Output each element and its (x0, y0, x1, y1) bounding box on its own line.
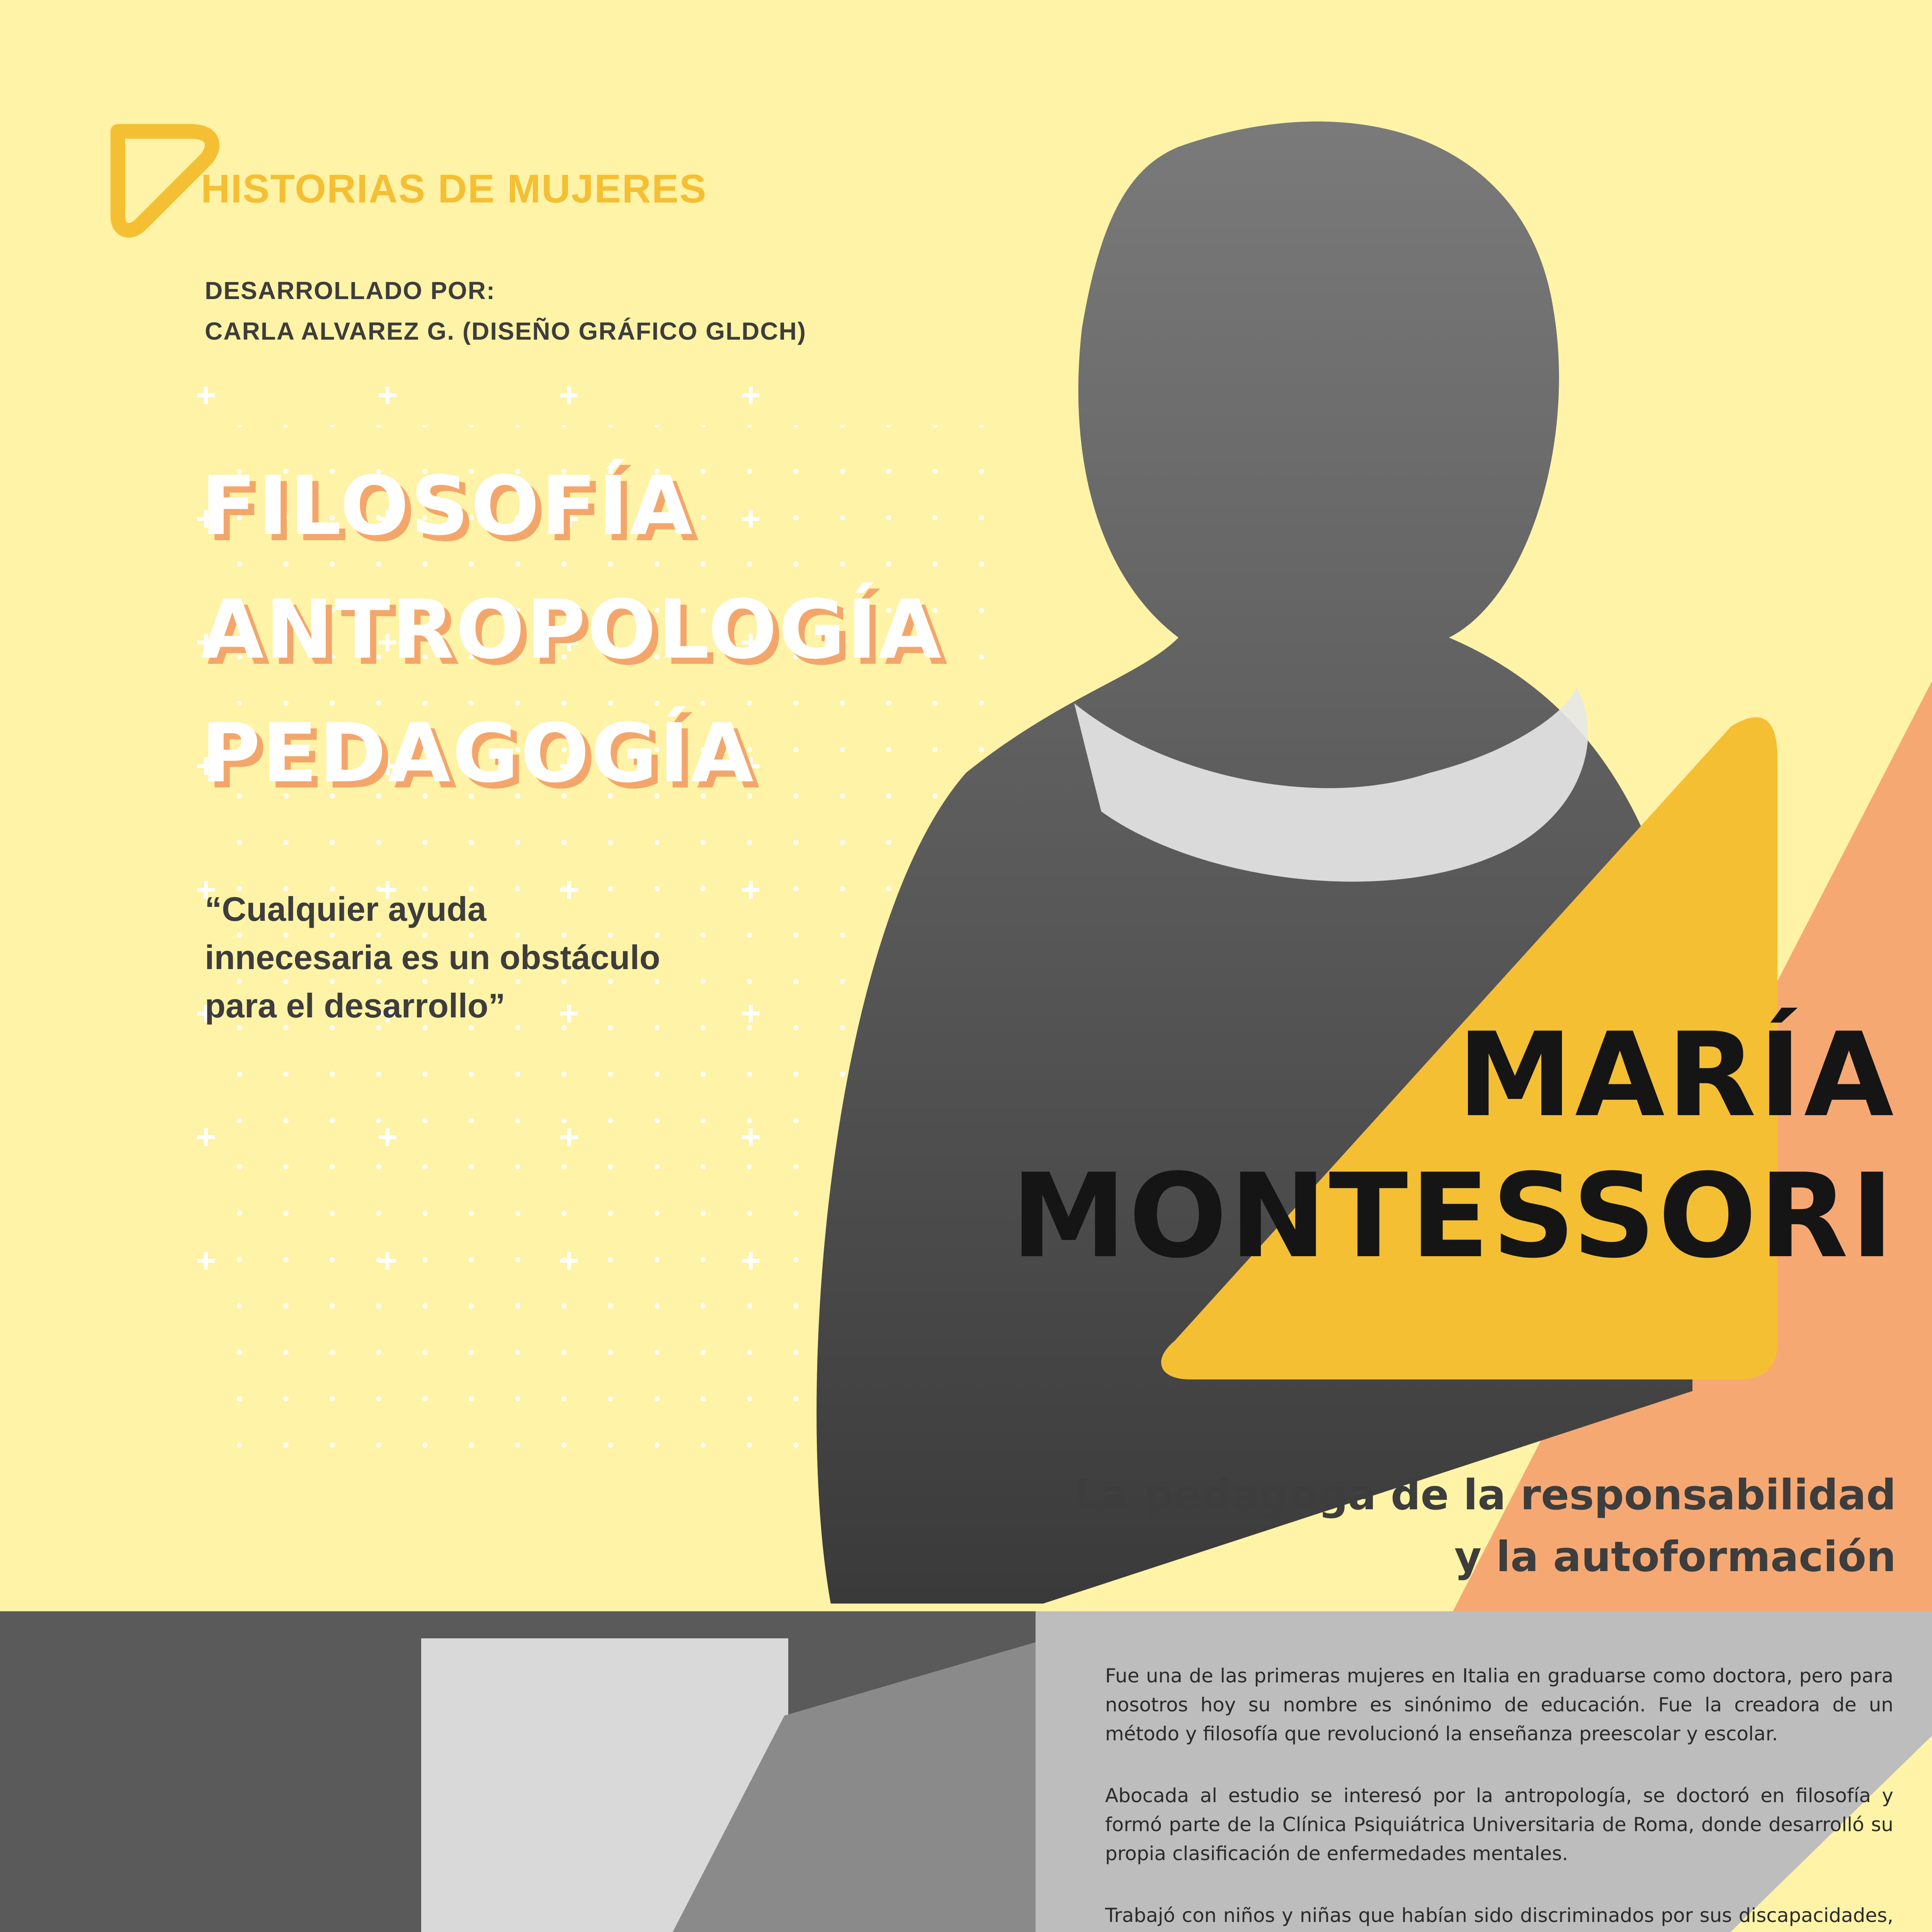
credit-line: CARLA ALVAREZ G. (DISEÑO GRÁFICO GLDCH) (205, 317, 807, 345)
discipline-pedagogy: PEDAGOGÍA (201, 706, 755, 801)
quote-block (205, 885, 660, 1030)
credits-block (205, 270, 806, 352)
subtitle (1074, 1464, 1896, 1588)
subtitle-line: La pedagoga de la responsabilidad (1074, 1471, 1896, 1519)
quote-line: para el desarrollo” (205, 986, 505, 1025)
biography-text (1105, 1662, 1893, 1932)
first-name: MARÍA (1457, 1008, 1896, 1143)
person-name (1011, 1005, 1896, 1287)
subtitle-line: y la autoformación (1454, 1533, 1896, 1581)
triangle-logo-icon (118, 131, 212, 230)
biography-paragraph: Fue una de las primeras mujeres en Italia en graduarse como doctora, pero para nosotros hoy su nombre es sinónimo de educación. Fue la creadora de un método y filosofía que revolucionó la enseñanza preescolar y escolar. (1105, 1665, 1893, 1745)
quote-line: “Cualquier ayuda (205, 890, 486, 928)
biography-paragraph: Abocada al estudio se interesó por la antropología, se doctoró en filosofía y formó parte de la Clínica Psiquiátrica Universitaria de Roma, donde desarrolló su propia clasificación de enfermedades mentales. (1105, 1784, 1893, 1865)
last-name: MONTESSORI (1011, 1149, 1896, 1284)
series-title: HISTORIAS DE MUJERES (201, 167, 707, 211)
disciplines-block (201, 444, 943, 815)
biography-paragraph: Trabajó con niños y niñas que habían sido discriminados por sus discapacidades, (1105, 1904, 1893, 1927)
credit-line: DESARROLLADO POR: (205, 277, 496, 304)
quote-line: innecesaria es un obstáculo (205, 938, 660, 976)
discipline-anthropology: ANTROPOLOGÍA (201, 582, 943, 677)
discipline-philosophy: FILOSOFÍA (201, 459, 694, 553)
